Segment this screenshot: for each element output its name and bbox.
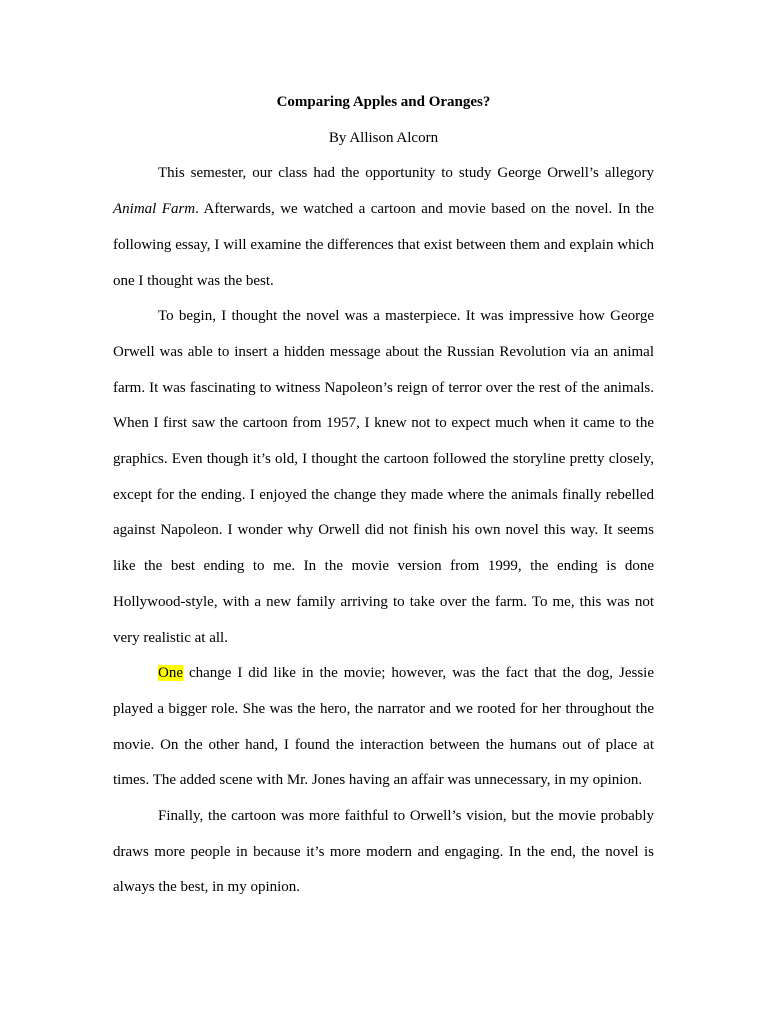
paragraph-1-text-a: This semester, our class had the opportunity to study George Orwell’s allegory [158, 165, 654, 182]
paragraph-4: Finally, the cartoon was more faithful to Orwell’s vision, but the movie probably draws more people in because it’s more modern and engaging. In the end, the novel is always the best, in my opinion. [113, 808, 654, 896]
paragraph-3 [113, 656, 654, 799]
book-title-emphasis: Animal Farm [113, 201, 196, 218]
essay-byline: By Allison Alcorn [328, 129, 439, 146]
paragraph-3-text: change I did like in the movie; however, was the fact that the dog, Jessie played a bigger role. She was the hero, the narrator and we rooted for her throughout the movie. On the other hand, I found the interaction between the humans out of place at times. The added scene with Mr. Jones having an affair was unnecessary, in my opinion. [113, 665, 654, 789]
paragraph-1-text-b: . Afterwards, we watched a cartoon and movie based on the novel. In the following essay, I will examine the differences that exist between them and explain which one I thought was the best. [113, 201, 654, 289]
paragraph-1 [113, 156, 654, 299]
document-body [113, 85, 654, 906]
highlighted-word: One [158, 665, 183, 682]
essay-title: Comparing Apples and Oranges? [276, 94, 491, 110]
paragraph-2: To begin, I thought the novel was a masterpiece. It was impressive how George Orwell was able to insert a hidden message about the Russian Revolution via an animal farm. It was fascinating to witness Napoleon’s reign of terror over the rest of the animals. When I first saw the cartoon from 1957, I knew not to expect much when it came to the graphics. Even though it’s old, I thought the cartoon followed the storyline pretty closely, except for the ending. I enjoyed the change they made where the animals finally rebelled against Napoleon. I wonder why Orwell did not finish his own novel this way. It seems like the best ending to me. In the movie version from 1999, the ending is done Hollywood-style, with a new family arriving to take over the farm. To me, this was not very realistic at all. [113, 308, 654, 646]
